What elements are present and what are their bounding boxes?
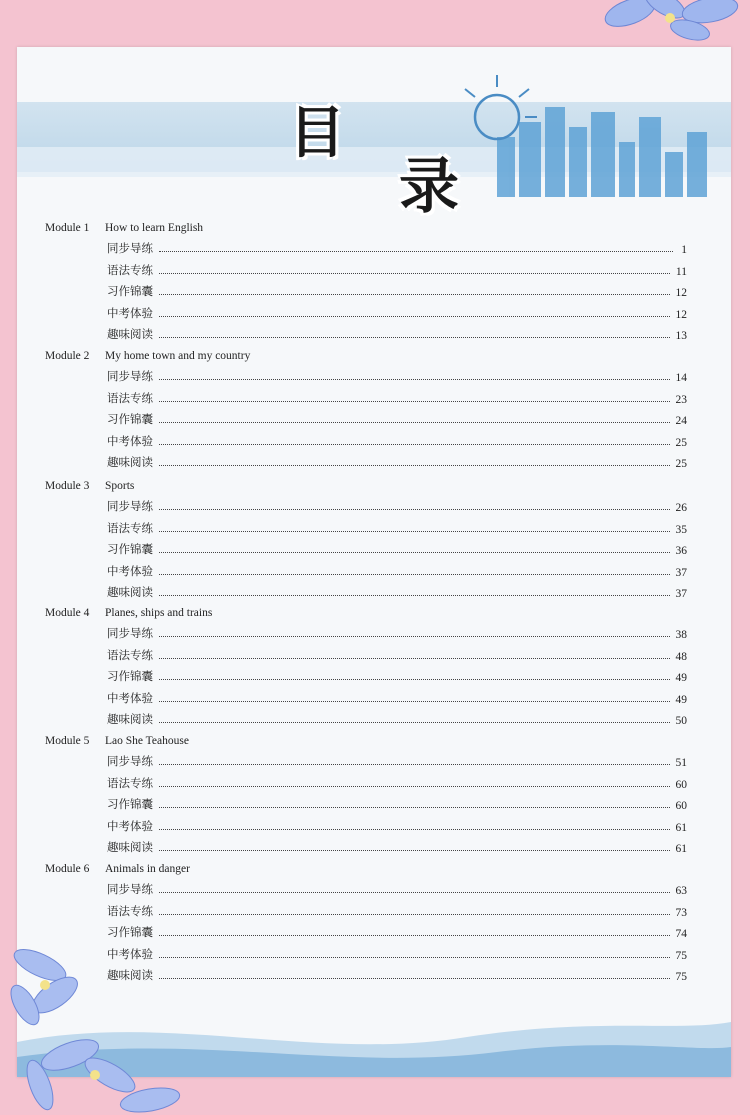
module-number: Module 2 — [45, 350, 90, 362]
toc-entry-label: 趣味阅读 — [107, 840, 153, 854]
dot-leader — [159, 657, 670, 659]
toc-page-number: 25 — [675, 436, 687, 449]
module-title: Planes, ships and trains — [105, 607, 213, 619]
toc-entry-label: 同步导练 — [107, 754, 153, 768]
toc-page-number: 60 — [675, 800, 687, 812]
toc-entry[interactable] — [107, 368, 687, 384]
toc-entry-label: 语法专练 — [107, 775, 153, 790]
toc-entry[interactable] — [107, 390, 687, 406]
toc-entry-label: 同步导练 — [107, 241, 153, 255]
toc-entry[interactable] — [107, 520, 687, 536]
toc-page-number: 26 — [675, 502, 687, 514]
dot-leader — [159, 464, 670, 466]
toc-page-number: 12 — [675, 287, 687, 299]
dot-leader — [159, 272, 670, 274]
dot-leader — [159, 573, 670, 575]
toc-entry-label: 趣味阅读 — [107, 968, 153, 982]
dot-leader — [159, 849, 670, 851]
dot-leader — [159, 250, 673, 252]
module-heading — [45, 222, 203, 234]
dot-leader — [159, 594, 670, 596]
flower-decoration-bottom-left — [0, 935, 210, 1115]
toc-entry-label: 语法专练 — [107, 390, 153, 405]
module-title: Animals in danger — [105, 863, 190, 875]
toc-entry-label: 语法专练 — [107, 647, 153, 662]
toc-page-number: 49 — [675, 693, 687, 706]
dot-leader — [159, 828, 670, 830]
toc-entry-label: 同步导练 — [107, 626, 153, 640]
toc-page-number: 38 — [675, 629, 687, 641]
toc-page-number: 61 — [675, 821, 687, 834]
toc-page-number: 74 — [675, 928, 687, 940]
module-number: Module 6 — [45, 863, 90, 875]
module-heading — [45, 480, 134, 492]
module-heading — [45, 735, 189, 747]
toc-entry-label: 中考体验 — [107, 433, 153, 448]
toc-entry[interactable] — [107, 668, 687, 684]
toc-page-number: 75 — [675, 949, 687, 962]
dot-leader — [159, 934, 670, 936]
dot-leader — [159, 806, 670, 808]
toc-entry-label: 趣味阅读 — [107, 327, 153, 341]
toc-entry-label: 语法专练 — [107, 262, 153, 277]
toc-page-number: 12 — [675, 308, 687, 321]
toc-page-number: 60 — [675, 778, 687, 791]
toc-entry[interactable] — [107, 305, 687, 321]
toc-page-number: 23 — [675, 393, 687, 406]
module-title: How to learn English — [105, 222, 204, 234]
dot-leader — [159, 785, 670, 787]
toc-entry[interactable] — [107, 711, 687, 727]
module-title: Sports — [105, 480, 135, 492]
toc-entry-label: 趣味阅读 — [107, 455, 153, 469]
dot-leader — [159, 378, 670, 380]
toc-page-number: 11 — [675, 265, 687, 278]
toc-page-number: 61 — [675, 843, 687, 855]
toc-page-number: 35 — [675, 523, 687, 536]
toc-entry[interactable] — [107, 240, 687, 256]
toc-page-number: 13 — [675, 330, 687, 342]
toc-page-number: 48 — [675, 650, 687, 663]
toc-page-number: 63 — [675, 885, 687, 897]
toc-entry[interactable] — [107, 796, 687, 812]
module-number: Module 1 — [45, 222, 90, 234]
toc-entry[interactable] — [107, 283, 687, 299]
toc-entry[interactable] — [107, 584, 687, 600]
toc-entry[interactable] — [107, 647, 687, 663]
toc-page-number: 73 — [675, 906, 687, 919]
dot-leader — [159, 891, 670, 893]
dot-leader — [159, 336, 670, 338]
toc-entry[interactable] — [107, 881, 687, 897]
dot-leader — [159, 293, 670, 295]
dot-leader — [159, 956, 670, 958]
city-skyline-illustration — [457, 67, 727, 197]
module-number: Module 4 — [45, 607, 90, 619]
toc-page-number: 49 — [675, 672, 687, 684]
module-heading — [45, 607, 212, 619]
title-char-lu: 录 — [399, 152, 459, 222]
toc-entry[interactable] — [107, 818, 687, 834]
dot-leader — [159, 721, 670, 723]
dot-leader — [159, 508, 670, 510]
toc-entry[interactable] — [107, 541, 687, 557]
dot-leader — [159, 421, 670, 423]
toc-entry[interactable] — [107, 326, 687, 342]
toc-entry[interactable] — [107, 262, 687, 278]
toc-page-number: 51 — [675, 757, 687, 769]
dot-leader — [159, 315, 670, 317]
toc-page-number: 1 — [681, 244, 687, 256]
title-char-mu: 目 — [289, 101, 345, 166]
toc-entry-label: 习作锦囊 — [107, 797, 153, 811]
toc-entry-label: 趣味阅读 — [107, 585, 153, 599]
toc-page-number: 25 — [675, 458, 687, 470]
toc-entry-label: 中考体验 — [107, 818, 153, 833]
toc-entry-label: 习作锦囊 — [107, 669, 153, 683]
toc-entry-label: 语法专练 — [107, 520, 153, 535]
toc-entry[interactable] — [107, 625, 687, 641]
toc-entry[interactable] — [107, 903, 687, 919]
module-title: Lao She Teahouse — [105, 735, 189, 747]
module-number: Module 5 — [45, 735, 90, 747]
toc-entry-label: 语法专练 — [107, 903, 153, 918]
dot-leader — [159, 443, 670, 445]
toc-entry-label: 习作锦囊 — [107, 284, 153, 298]
toc-entry-label: 同步导练 — [107, 499, 153, 513]
toc-page-number: 50 — [675, 715, 687, 727]
toc-page-number: 14 — [675, 372, 687, 384]
toc-entry[interactable] — [107, 454, 687, 470]
toc-entry-label: 中考体验 — [107, 563, 153, 578]
toc-page-number: 37 — [675, 588, 687, 600]
toc-page-number: 37 — [675, 566, 687, 579]
dot-leader — [159, 763, 670, 765]
toc-entry-label: 习作锦囊 — [107, 412, 153, 426]
dot-leader — [159, 700, 670, 702]
toc-page-number: 36 — [675, 545, 687, 557]
module-number: Module 3 — [45, 480, 90, 492]
toc-entry-label: 习作锦囊 — [107, 542, 153, 556]
dot-leader — [159, 530, 670, 532]
toc-entry-label: 趣味阅读 — [107, 712, 153, 726]
module-heading — [45, 863, 190, 875]
flower-decoration-top-right — [570, 0, 750, 50]
dot-leader — [159, 977, 670, 979]
toc-entry[interactable] — [107, 690, 687, 706]
toc-entry-label: 中考体验 — [107, 305, 153, 320]
toc-entry[interactable] — [107, 775, 687, 791]
module-heading — [45, 350, 250, 362]
toc-page-number: 24 — [675, 415, 687, 427]
dot-leader — [159, 678, 670, 680]
toc-page-number: 75 — [675, 971, 687, 983]
toc-entry-label: 中考体验 — [107, 946, 153, 961]
toc-entry[interactable] — [107, 498, 687, 514]
toc-entry[interactable] — [107, 753, 687, 769]
module-title: My home town and my country — [105, 350, 251, 362]
toc-entry[interactable] — [107, 839, 687, 855]
toc-entry-label: 同步导练 — [107, 369, 153, 383]
toc-entry[interactable] — [107, 433, 687, 449]
toc-entry-label: 同步导练 — [107, 882, 153, 896]
toc-entry-label: 习作锦囊 — [107, 925, 153, 939]
dot-leader — [159, 400, 670, 402]
toc-entry[interactable] — [107, 411, 687, 427]
toc-entry-label: 中考体验 — [107, 690, 153, 705]
dot-leader — [159, 635, 670, 637]
dot-leader — [159, 551, 670, 553]
toc-entry[interactable] — [107, 563, 687, 579]
book-page — [17, 47, 731, 1077]
dot-leader — [159, 913, 670, 915]
